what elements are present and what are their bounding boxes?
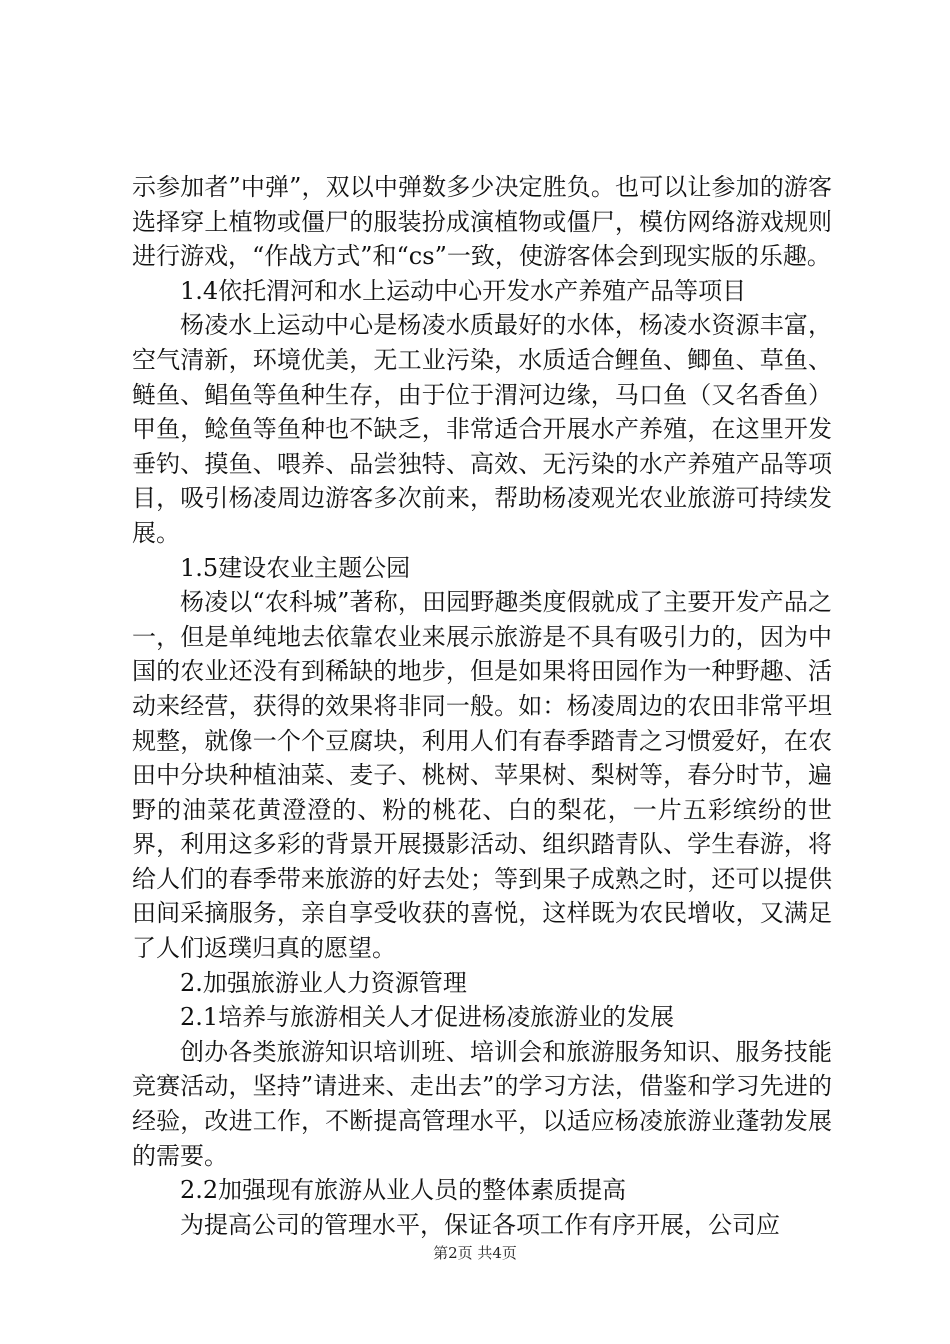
heading-2-2: 2.2加强现有旅游从业人员的整体素质提高 bbox=[180, 1176, 627, 1205]
page-footer bbox=[0, 1243, 950, 1263]
paragraph-agriculture-park: 杨凌以“农科城”著称，田园野趣类度假就成了主要开发产品之一，但是单纯地去依靠农业来展示旅游是不具有吸引力的，因为中国的农业还没有到稀缺的地步，但是如果将田园作为一种野趣、活动来经营，获得的效果将非同一般。如：杨凌周边的农田非常平坦规整，就像一个个豆腐块，利用人们有春季踏青之习惯爱好，在农田中分块种植油菜、麦子、桃树、苹果树、梨树等，春分时节，遍野的油菜花黄澄澄的、粉的桃花、白的梨花，一片五彩缤纷的世界，利用这多彩的背景开展摄影活动、组织踏青队、学生春游，将给人们的春季带来旅游的好去处；等到果子成熟之时，还可以提供田间采摘服务，亲自享受收获的喜悦，这样既为农民增收，又满足了人们返璞归真的愿望。 bbox=[132, 588, 832, 963]
heading-1-5: 1.5建设农业主题公园 bbox=[180, 553, 411, 582]
paragraph-water-sports-center: 杨凌水上运动中心是杨凌水质最好的水体，杨凌水资源丰富，空气清新，环境优美，无工业污染，水质适合鲤鱼、鲫鱼、草鱼、鲢鱼、鲳鱼等鱼种生存，由于位于渭河边缘，马口鱼（又名香鱼）甲鱼，鲶鱼等鱼种也不缺乏，非常适合开展水产养殖，在这里开发垂钓、摸鱼、喂养、品尝独特、高效、无污染的水产养殖产品等项目，吸引杨凌周边游客多次前来，帮助杨凌观光农业旅游可持续发展。 bbox=[132, 311, 832, 547]
heading-2: 2.加强旅游业人力资源管理 bbox=[180, 968, 467, 997]
heading-2-1: 2.1培养与旅游相关人才促进杨凌旅游业的发展 bbox=[180, 1003, 675, 1032]
heading-1-4: 1.4依托渭河和水上运动中心开发水产养殖产品等项目 bbox=[180, 276, 747, 305]
paragraph-training: 创办各类旅游知识培训班、培训会和旅游服务知识、服务技能竞赛活动，坚持”请进来、走出去”的学习方法，借鉴和学习先进的经验，改进工作，不断提高管理水平，以适应杨凌旅游业蓬勃发展的需要。 bbox=[132, 1037, 832, 1170]
document-body bbox=[132, 170, 832, 1242]
page-number: 第2页 共4页 bbox=[433, 1244, 517, 1262]
paragraph-management: 为提高公司的管理水平，保证各项工作有序开展，公司应 bbox=[180, 1210, 780, 1239]
paragraph-continuation: 示参加者”中弹”，双以中弹数多少决定胜负。也可以让参加的游客选择穿上植物或僵尸的服装扮成演植物或僵尸，模仿网络游戏规则进行游戏，“作战方式”和“cs”一致，使游客体会到现实版的乐趣。 bbox=[132, 173, 832, 271]
